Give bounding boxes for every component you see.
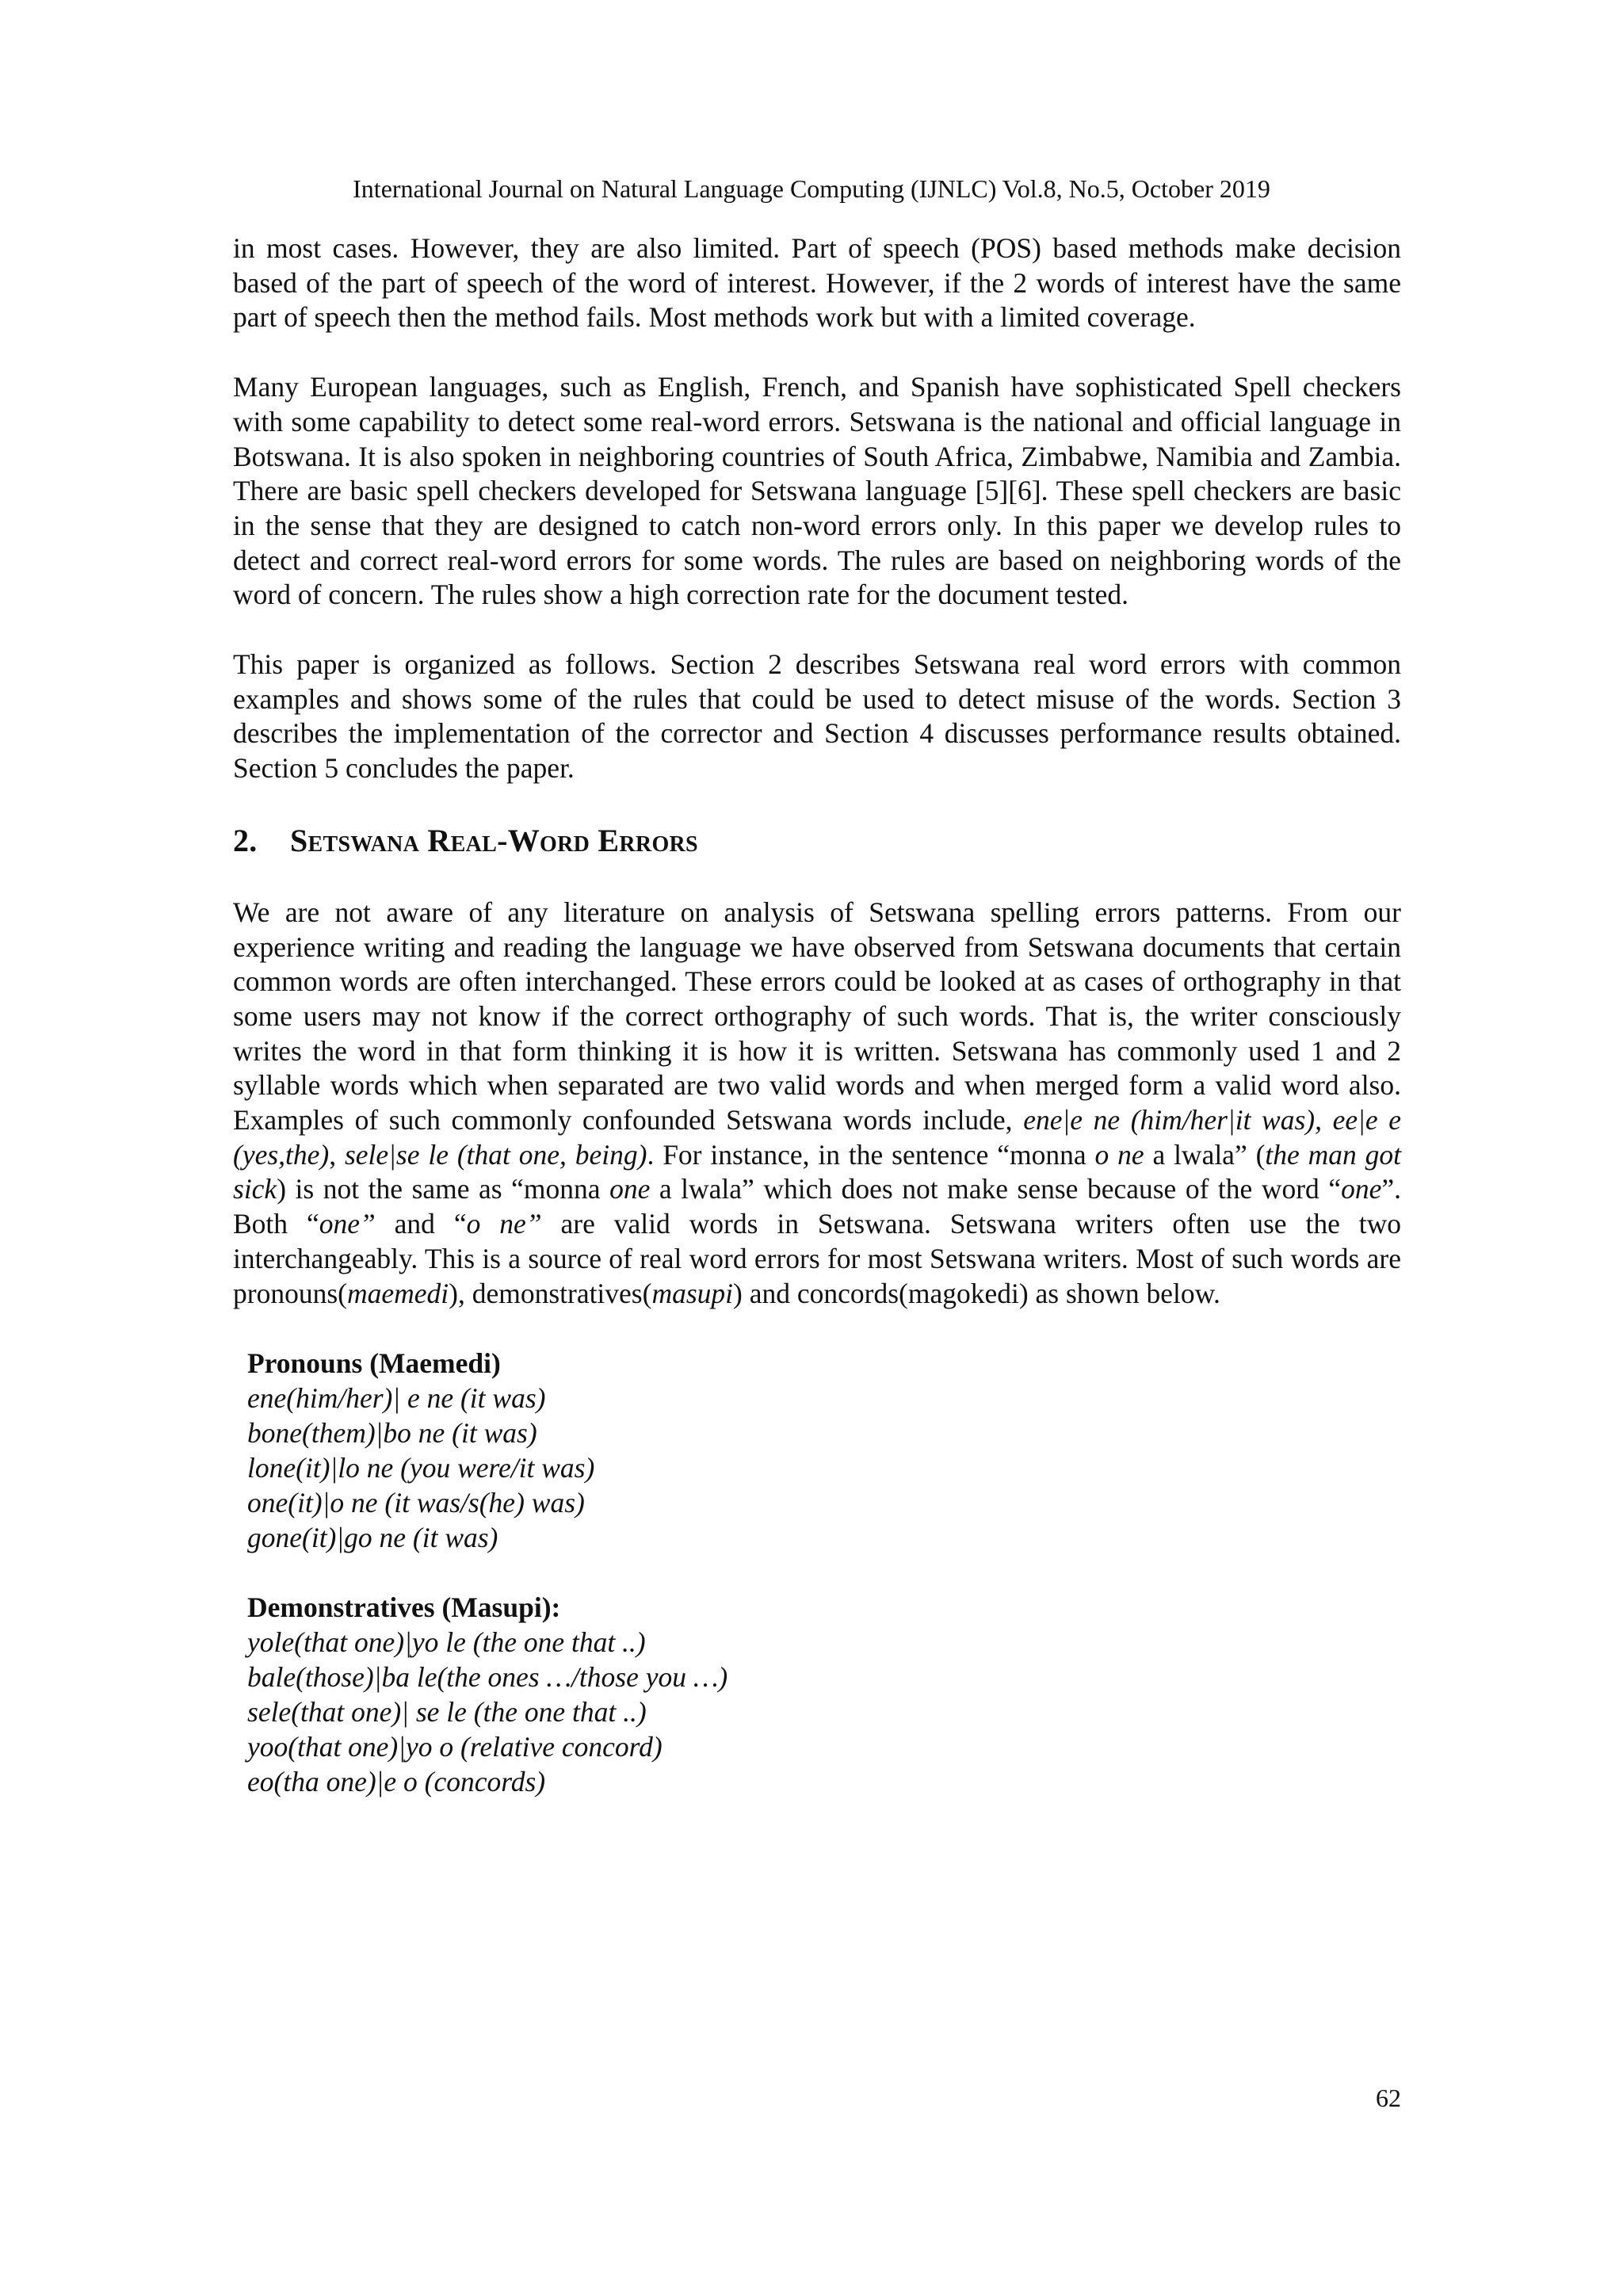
example-run: o ne” (466, 1208, 542, 1240)
pronoun-item: bone(them)|bo ne (it was) (247, 1417, 537, 1450)
text-run: ) is not the same as “monna (277, 1173, 610, 1205)
example-run: masupi (651, 1277, 734, 1309)
paragraph-setswana-intro: Many European languages, such as English, French, and Spanish have sophisticated Spell checkers with some capability to detect some real-word errors. Setswana is the national and official language in Botswana. It is also spoken in neighboring countries of South Africa, Zimbabwe, Namibia and Zambia. There are basic spell checkers developed for Setswana language [5][6]. These spell checkers are basic in the sense that they are designed to catch non-word errors only. In this paper we develop rules to detect and correct real-word errors for some words. The rules are based on neighboring words of the word of concern. The rules show a high correction rate for the document tested. (233, 371, 1401, 611)
demonstratives-title: Demonstratives (Masupi): (247, 1591, 561, 1624)
text-run: a lwala” which does not make sense because of the word “ (650, 1173, 1342, 1205)
pronoun-item: gone(it)|go ne (it was) (247, 1522, 498, 1554)
section-heading (233, 821, 1401, 861)
text-run: ”. Both “ (233, 1173, 1401, 1240)
example-run: one (1341, 1173, 1382, 1205)
text-run: , (329, 1138, 345, 1171)
paragraph-real-word-errors (233, 896, 1401, 1311)
pronouns-title: Pronouns (Maemedi) (247, 1347, 501, 1380)
page-number: 62 (1376, 2084, 1401, 2112)
paragraph-continuation: in most cases. However, they are also limited. Part of speech (POS) based methods make decision based of the part of speech of the word of interest. However, if the 2 words of interest have the same part of speech then the method fails. Most methods work but with a limited coverage. (233, 232, 1401, 334)
pronoun-item: ene(him/her)| e ne (it was) (247, 1382, 546, 1415)
text-run: . For instance, in the sentence “monna (647, 1138, 1095, 1171)
paragraph-organization: This paper is organized as follows. Section 2 describes Setswana real word errors with common examples and shows some of the rules that could be used to detect misuse of the words. Section 3 describes the implementation of the corrector and Section 4 discusses performance results obtained. Section 5 concludes the paper. (233, 648, 1401, 785)
example-run: one (609, 1173, 651, 1205)
example-run: maemedi (346, 1277, 449, 1309)
text-run: a lwala” ( (1144, 1138, 1266, 1171)
example-run: o ne (1094, 1138, 1144, 1171)
demonstrative-item: eo(tha one)|e o (concords) (247, 1766, 546, 1798)
pronoun-item: lone(it)|lo ne (you were/it was) (247, 1452, 595, 1484)
text-run: ) and concords(magokedi) as shown below. (733, 1277, 1220, 1309)
demonstrative-item: yole(that one)|yo le (the one that ..) (247, 1626, 646, 1659)
demonstratives-list (247, 1590, 1401, 1799)
demonstrative-item: sele(that one)| se le (the one that ..) (247, 1696, 647, 1729)
running-header: International Journal on Natural Language Computing (IJNLC) Vol.8, No.5, October 2019 (353, 174, 1270, 203)
example-run: ene|e ne (him/her|it was), ee|e e (yes,the) (233, 1104, 1401, 1171)
section-number: 2. (233, 822, 258, 858)
example-run: sele|se le (that one, being) (344, 1138, 647, 1171)
example-run: the man got sick (233, 1138, 1401, 1205)
text-run: ), demonstratives( (449, 1277, 652, 1309)
text-run: are valid words in Setswana. Setswana writers often use the two interchangeably. This is a source of real word errors for most Setswana writers. Most of such words are pronouns( (233, 1208, 1402, 1309)
pronoun-item: one(it)|o ne (it was/s(he) was) (247, 1487, 585, 1519)
body-text (233, 231, 1401, 1799)
demonstrative-item: bale(those)|ba le(the ones …/those you …) (247, 1661, 728, 1694)
section-title: Setswana Real-Word Errors (290, 822, 698, 858)
text-run: and “ (375, 1208, 467, 1240)
example-run: one” (319, 1208, 376, 1240)
demonstrative-item: yoo(that one)|yo o (relative concord) (247, 1731, 663, 1763)
text-run: We are not aware of any literature on analysis of Setswana spelling errors patterns. From our experience writing and reading the language we have observed from Setswana documents that certain common words are often interchanged. These errors could be looked at as cases of orthography in that some users may not know if the correct orthography of such words. That is, the writer consciously writes the word in that form thinking it is how it is written. Setswana has commonly used 1 and 2 syllable words which when separated are two valid words and when merged form a valid word also. Examples of such commonly confounded Setswana words include, (233, 896, 1401, 1137)
pronouns-list (247, 1346, 1401, 1555)
